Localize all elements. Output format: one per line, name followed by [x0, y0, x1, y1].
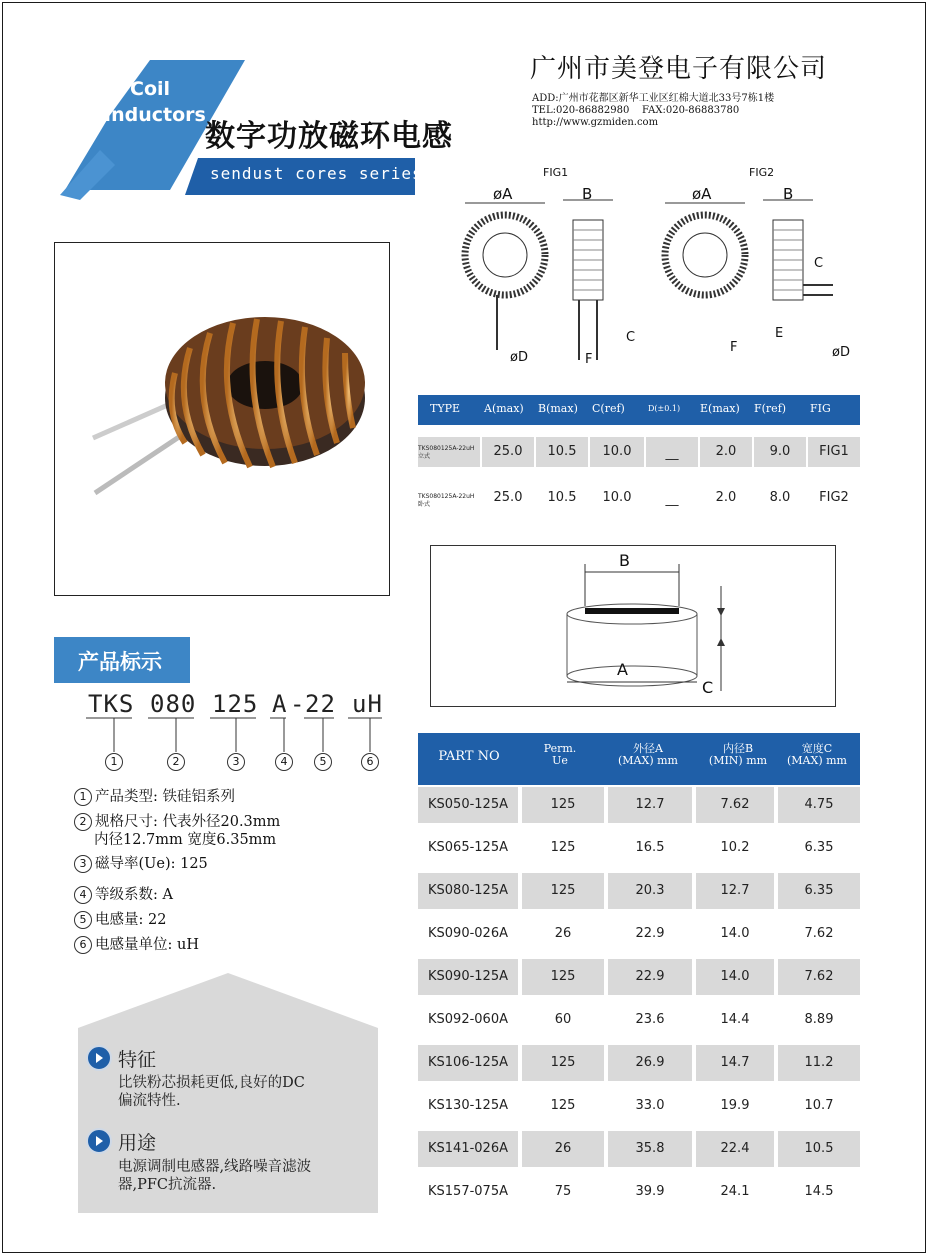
parts-cell-part: KS130-125A [428, 1098, 508, 1113]
parts-cell-a: 23.6 [635, 1012, 665, 1027]
dim-th-c: C(ref) [592, 402, 625, 415]
parts-cell-c: 7.62 [804, 926, 834, 941]
parts-cell-c: 6.35 [804, 840, 834, 855]
dim-f-label: F [585, 352, 593, 367]
parts-cell-a: 26.9 [608, 1045, 692, 1081]
marker-6: 6 [361, 753, 379, 771]
parts-th-part: PART NO [438, 749, 500, 764]
legend-num: 1 [74, 788, 92, 806]
product-photo [54, 242, 390, 596]
core-drawing [431, 546, 835, 706]
parts-cell-c: 10.5 [778, 1131, 860, 1167]
dim-cell-b: 10.5 [536, 437, 588, 467]
usage-text-1: 电源调制电感器,线路噪音滤波 [118, 1159, 312, 1175]
legend-text: 电感量: 22 [95, 912, 167, 928]
dim-cell-c: 10.0 [602, 490, 632, 505]
parts-cell-c: 8.89 [804, 1012, 834, 1027]
dim-cell-a: 25.0 [482, 437, 534, 467]
dim-cell-fig: FIG2 [819, 490, 849, 505]
page-subtitle: sendust cores series [210, 164, 423, 183]
chevron-right-icon [86, 1128, 112, 1154]
parts-cell-a: 22.9 [635, 926, 665, 941]
fig1-label: FIG1 [543, 166, 569, 179]
code-perm: 125 [212, 690, 259, 718]
marker-5: 5 [314, 753, 332, 771]
page-title: 数字功放磁环电感 [205, 119, 453, 154]
legend-text: 磁导率(Ue): 125 [95, 856, 208, 872]
company-name: 广州市美登电子有限公司 [530, 54, 828, 84]
parts-cell-b: 14.7 [696, 1045, 774, 1081]
core-drawing-box [430, 545, 836, 707]
parts-cell-ue: 125 [522, 787, 604, 823]
parts-cell-part: KS090-125A [418, 959, 518, 995]
dim-cell-fig: FIG1 [808, 437, 860, 467]
marker-4: 4 [275, 753, 293, 771]
dim-b2-label: B [783, 185, 794, 203]
parts-th-c: 宽度C (MAX) mm [787, 742, 847, 767]
parts-cell-a: 35.8 [608, 1131, 692, 1167]
legend-num: 4 [74, 886, 92, 904]
code-type: TKS [88, 690, 135, 718]
parts-cell-a: 22.9 [608, 959, 692, 995]
parts-cell-part: KS106-125A [418, 1045, 518, 1081]
company-address: ADD:广州市花都区新华工业区红棉大道北33号7栋1楼 [532, 93, 775, 104]
parts-cell-b: 7.62 [696, 787, 774, 823]
parts-cell-c: 4.75 [778, 787, 860, 823]
dim-th-b: B(max) [538, 402, 578, 415]
dim-f2-label: F [730, 340, 738, 355]
code-dash: - [290, 690, 306, 718]
parts-cell-ue: 26 [554, 926, 572, 941]
legend-text: 等级系数: A [95, 887, 173, 903]
dim-b-label: B [582, 185, 593, 203]
code-value: 22 [305, 690, 336, 718]
company-contact [532, 93, 774, 129]
chevron-right-icon [86, 1045, 112, 1071]
toroid-inductor-image [55, 243, 389, 595]
parts-cell-ue: 125 [550, 840, 576, 855]
dim-th-f: F(ref) [754, 402, 787, 415]
parts-cell-part: KS092-060A [428, 1012, 508, 1027]
dim-th-e: E(max) [700, 402, 740, 415]
parts-cell-b: 14.0 [720, 926, 750, 941]
parts-cell-ue: 125 [522, 873, 604, 909]
core-dim-a: A [617, 660, 628, 679]
dim-th-fig: FIG [810, 402, 831, 415]
features-heading: 特征 [118, 1049, 157, 1071]
dim-cell-type: TKS080125A-22uH 卧式 [418, 493, 475, 508]
dim-cell-d: __ [665, 492, 679, 507]
parts-th-a: 外径A (MAX) mm [618, 742, 678, 767]
parts-cell-part: KS065-125A [428, 840, 508, 855]
dim-cell-e: 2.0 [700, 437, 752, 467]
parts-cell-b: 10.2 [720, 840, 750, 855]
dimension-drawing [455, 165, 860, 380]
legend-item-2b: 内径12.7mm 宽度6.35mm [94, 832, 277, 848]
parts-cell-b: 14.4 [720, 1012, 750, 1027]
product-label-title: 产品标示 [78, 650, 162, 674]
legend-item-6 [74, 936, 199, 954]
dim-th-type: TYPE [430, 402, 461, 415]
legend-num: 3 [74, 855, 92, 873]
dim-a-label: øA [493, 185, 513, 203]
legend-item-5 [74, 911, 166, 929]
fig2-label: FIG2 [749, 166, 775, 179]
parts-cell-part: KS090-026A [428, 926, 508, 941]
banner-line2: Inductors [104, 104, 206, 126]
code-unit: uH [352, 690, 383, 718]
legend-num: 5 [74, 911, 92, 929]
legend-text: 电感量单位: uH [95, 937, 199, 953]
parts-th-b: 内径B (MIN) mm [708, 742, 768, 767]
features-text-1: 比铁粉芯损耗更低,良好的DC [118, 1075, 305, 1091]
parts-cell-ue: 125 [522, 1045, 604, 1081]
parts-cell-a: 33.0 [635, 1098, 665, 1113]
parts-cell-part: KS080-125A [418, 873, 518, 909]
legend-text: 规格尺寸: 代表外径20.3mm [95, 814, 281, 830]
dim-cell-a: 25.0 [493, 490, 523, 505]
parts-cell-c: 10.7 [804, 1098, 834, 1113]
legend-item-1 [74, 788, 235, 806]
code-size: 080 [150, 690, 197, 718]
dim-c-label: C [626, 330, 636, 345]
code-connector-lines [86, 716, 386, 756]
legend-item-4 [74, 886, 173, 904]
parts-cell-b: 14.0 [696, 959, 774, 995]
parts-cell-b: 19.9 [720, 1098, 750, 1113]
dim-cell-e: 2.0 [715, 490, 737, 505]
legend-num: 2 [74, 813, 92, 831]
core-dim-b: B [619, 551, 630, 570]
dim-cell-f: 9.0 [754, 437, 806, 467]
dim-e-label: E [775, 326, 784, 341]
parts-cell-c: 6.35 [778, 873, 860, 909]
usage-text-2: 器,PFC抗流器. [118, 1177, 217, 1193]
parts-cell-ue: 26 [522, 1131, 604, 1167]
parts-cell-ue: 75 [554, 1184, 572, 1199]
parts-cell-part: KS050-125A [418, 787, 518, 823]
code-grade: A [272, 690, 288, 718]
features-text-2: 偏流特性. [118, 1093, 181, 1109]
dim-d-label: øD [510, 350, 528, 365]
legend-item-2 [74, 813, 280, 831]
marker-1: 1 [105, 753, 123, 771]
parts-cell-a: 16.5 [635, 840, 665, 855]
parts-cell-c: 7.62 [778, 959, 860, 995]
dim-th-a: A(max) [484, 402, 524, 415]
parts-cell-c: 14.5 [804, 1184, 834, 1199]
dim-th-d: D(±0.1) [648, 404, 681, 413]
parts-cell-a: 12.7 [608, 787, 692, 823]
parts-th-ue: Perm. Ue [543, 742, 577, 767]
usage-heading: 用途 [118, 1132, 157, 1154]
marker-2: 2 [167, 753, 185, 771]
legend-num: 6 [74, 936, 92, 954]
dim-a2-label: øA [692, 185, 712, 203]
parts-cell-a: 39.9 [635, 1184, 665, 1199]
company-web: http://www.gzmiden.com [532, 117, 659, 128]
dim-c2-label: C [814, 256, 824, 271]
dim-cell-f: 8.0 [769, 490, 791, 505]
dim-cell-c: 10.0 [590, 437, 644, 467]
parts-cell-ue: 125 [522, 959, 604, 995]
parts-cell-ue: 125 [550, 1098, 576, 1113]
company-tel: TEL:020-86882980 FAX:020-86883780 [532, 105, 740, 116]
parts-cell-ue: 60 [554, 1012, 572, 1027]
parts-cell-part: KS141-026A [418, 1131, 518, 1167]
legend-text: 产品类型: 铁硅铝系列 [95, 789, 235, 805]
parts-cell-c: 11.2 [778, 1045, 860, 1081]
dim-cell-type: TKS080125A-22uH 立式 [418, 437, 480, 467]
dim-row-1 [418, 437, 860, 467]
core-dim-c: C [702, 678, 714, 697]
parts-cell-a: 20.3 [608, 873, 692, 909]
dim-cell-d: __ [646, 437, 698, 467]
legend-item-3 [74, 855, 208, 873]
banner-line1: Coil [130, 78, 171, 100]
dim-d2-label: øD [832, 345, 850, 360]
parts-cell-b: 24.1 [720, 1184, 750, 1199]
marker-3: 3 [227, 753, 245, 771]
dim-cell-b: 10.5 [547, 490, 577, 505]
parts-cell-part: KS157-075A [428, 1184, 508, 1199]
parts-cell-b: 12.7 [696, 873, 774, 909]
parts-cell-b: 22.4 [696, 1131, 774, 1167]
dim-row-2 [418, 483, 860, 513]
